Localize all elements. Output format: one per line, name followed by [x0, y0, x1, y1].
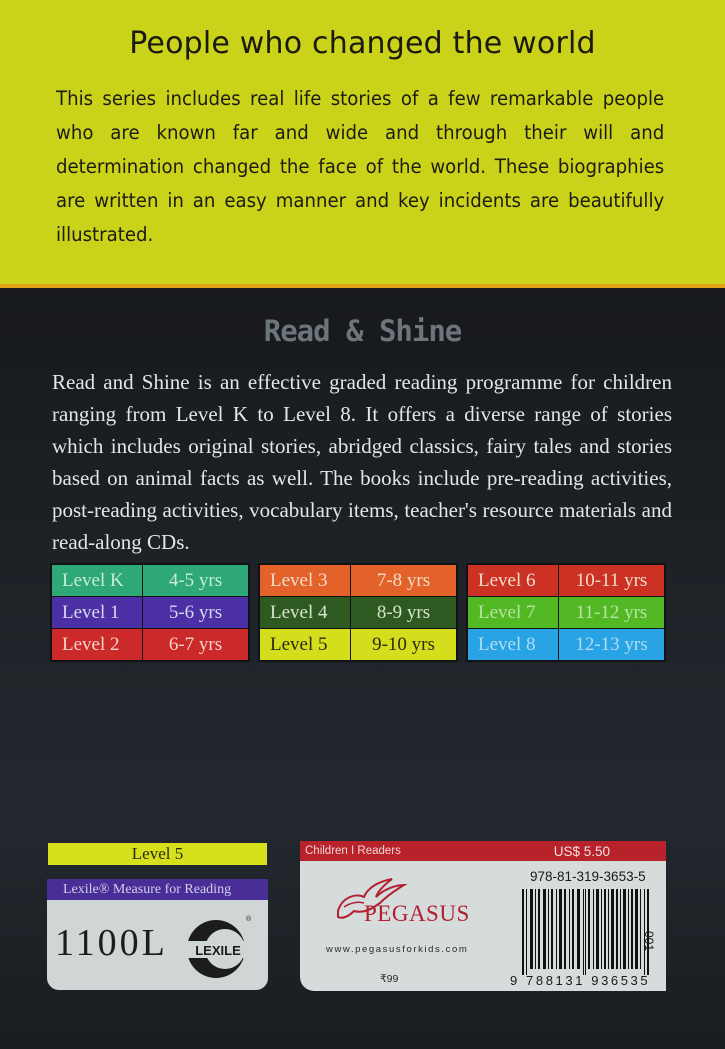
level-row	[468, 629, 664, 660]
level-age: 9-10 yrs	[372, 633, 435, 655]
level-age: 12-13 yrs	[575, 633, 648, 655]
read-and-shine-description: Read and Shine is an effective graded reading programme for children ranging from Level K to Level 8. It offers a diverse range of stories which includes original stories, abridged classics, fairy tales and stories based on animal facts as well. The books include pre-reading activities, post-reading activities, vocabulary items, teacher's resource materials and read-along CDs.	[52, 370, 672, 554]
level-row	[52, 597, 248, 628]
level-name: Level 6	[468, 565, 559, 596]
level-name: Level 4	[260, 597, 351, 628]
barcode-digits: 9 788131 936535	[510, 973, 651, 988]
lexile-heading: Lexile® Measure for Reading	[47, 879, 268, 900]
isbn-number: 978-81-319-3653-5	[530, 869, 646, 884]
level-name: Level 1	[52, 597, 143, 628]
level-age: 8-9 yrs	[376, 601, 431, 623]
level-age: 7-8 yrs	[376, 569, 431, 591]
level-age: 6-7 yrs	[168, 633, 223, 655]
barcode-icon	[522, 889, 650, 975]
level-row	[52, 565, 248, 596]
price-inr: ₹99	[380, 973, 399, 985]
level-name: Level K	[52, 565, 143, 596]
series-intro-description: This series includes real life stories of a few remarkable people who are known far and wide and through their will and determination changed the face of the world. These biographies are written in an easy manner and key incidents are beautifully illustrated.	[56, 87, 665, 246]
level-table-2	[258, 563, 458, 662]
level-row	[52, 629, 248, 660]
barcode-addon: 001	[642, 931, 656, 952]
price-header	[300, 841, 666, 861]
lexile-logo-icon	[183, 911, 253, 981]
read-and-shine-title: Read & Shine	[263, 314, 462, 348]
level-age: 10-11 yrs	[575, 569, 648, 591]
book-level-badge: Level 5	[48, 843, 267, 865]
publisher-name: PEGASUS	[364, 901, 470, 926]
price-barcode-label	[300, 841, 666, 991]
level-name: Level 3	[260, 565, 351, 596]
level-name: Level 8	[468, 629, 559, 660]
level-age: 5-6 yrs	[168, 601, 223, 623]
level-table-1	[50, 563, 250, 662]
lexile-measure-card	[47, 879, 268, 990]
series-intro-title: People who changed the world	[129, 26, 596, 61]
publisher-website[interactable]: www.pegasusforkids.com	[326, 944, 469, 955]
level-age: 11-12 yrs	[575, 601, 648, 623]
level-row	[260, 629, 456, 660]
level-row	[260, 597, 456, 628]
level-row	[468, 597, 664, 628]
level-table-3	[466, 563, 666, 662]
level-row	[468, 565, 664, 596]
level-row	[260, 565, 456, 596]
level-age: 4-5 yrs	[168, 569, 223, 591]
lexile-logo-text: LEXILE	[195, 943, 241, 958]
series-intro-panel	[0, 0, 725, 288]
svg-text:®: ®	[246, 916, 252, 923]
price-usd: US$ 5.50	[553, 843, 610, 859]
level-name: Level 5	[260, 629, 351, 660]
level-name: Level 2	[52, 629, 143, 660]
category-label: Children I Readers	[305, 845, 401, 857]
lexile-score: 1100L	[55, 922, 168, 964]
level-name: Level 7	[468, 597, 559, 628]
